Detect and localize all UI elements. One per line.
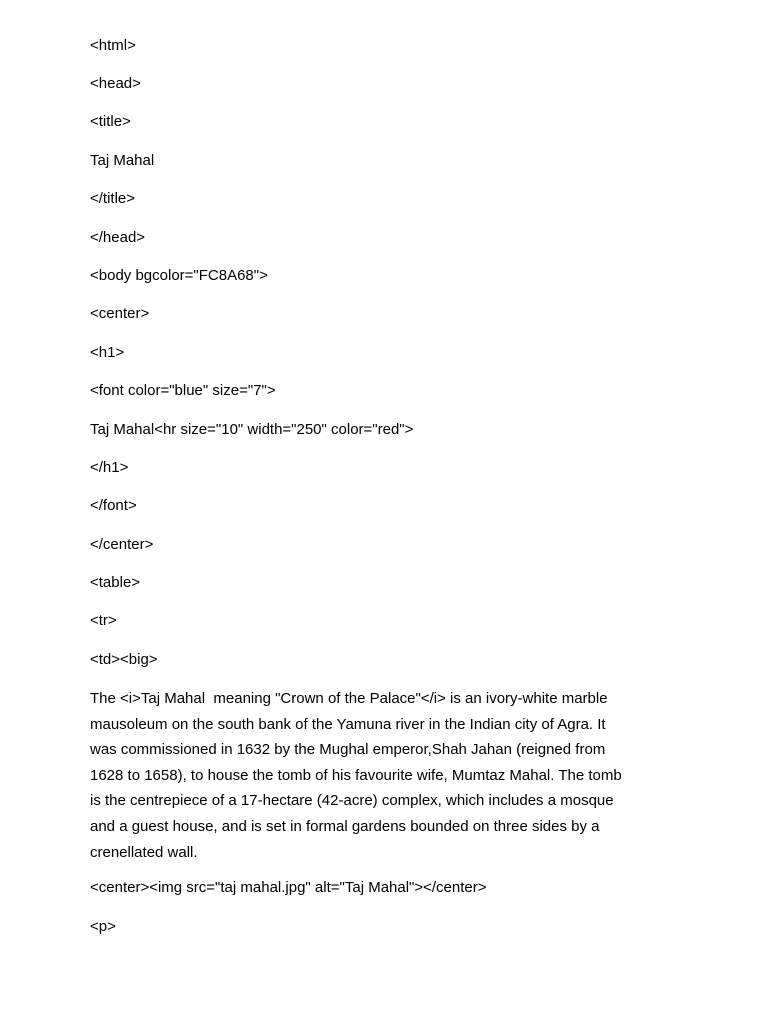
paragraph-line: was commissioned in 1632 by the Mughal emperor,Shah Jahan (reigned from — [90, 741, 606, 759]
code-line-html-open: <html> — [90, 37, 136, 54]
paragraph-line: crenellated wall. — [90, 843, 198, 861]
paragraph-line: The <i>Taj Mahal meaning "Crown of the Palace"</i> is an ivory-white marble — [90, 690, 608, 707]
code-line-center-close: </center> — [90, 536, 154, 553]
code-line-p-open: <p> — [90, 918, 116, 935]
code-line-center-img: <center><img src="taj mahal.jpg" alt="Taj Mahal"></center> — [90, 879, 487, 896]
code-line-table-open: <table> — [90, 574, 141, 591]
code-line-title-text: Taj Mahal — [90, 152, 155, 169]
code-line-title-open: <title> — [90, 113, 131, 130]
code-line-td-big-open: <td><big> — [90, 651, 158, 668]
code-line-h1-close: </h1> — [90, 459, 129, 476]
code-line-title-close: </title> — [90, 190, 136, 207]
paragraph-line: is the centrepiece of a 17-hectare (42-acre) complex, which includes a mosque — [90, 792, 614, 810]
code-line-center-open: <center> — [90, 305, 150, 322]
code-line-head-open: <head> — [90, 75, 141, 92]
code-line-body-open: <body bgcolor="FC8A68"> — [90, 267, 268, 284]
paragraph-line: 1628 to 1658), to house the tomb of his favourite wife, Mumtaz Mahal. The tomb — [90, 766, 622, 784]
code-line-font-close: </font> — [90, 497, 137, 514]
paragraph-line: and a guest house, and is set in formal gardens bounded on three sides by a — [90, 817, 600, 835]
code-line-heading-hr: Taj Mahal<hr size="10" width="250" color="red"> — [90, 421, 414, 438]
code-line-h1-open: <h1> — [90, 344, 125, 361]
code-line-font-open: <font color="blue" size="7"> — [90, 382, 276, 399]
code-line-tr-open: <tr> — [90, 612, 117, 629]
description-paragraph — [90, 686, 680, 865]
paragraph-line: mausoleum on the south bank of the Yamuna river in the Indian city of Agra. It — [90, 715, 606, 733]
code-line-head-close: </head> — [90, 229, 146, 246]
